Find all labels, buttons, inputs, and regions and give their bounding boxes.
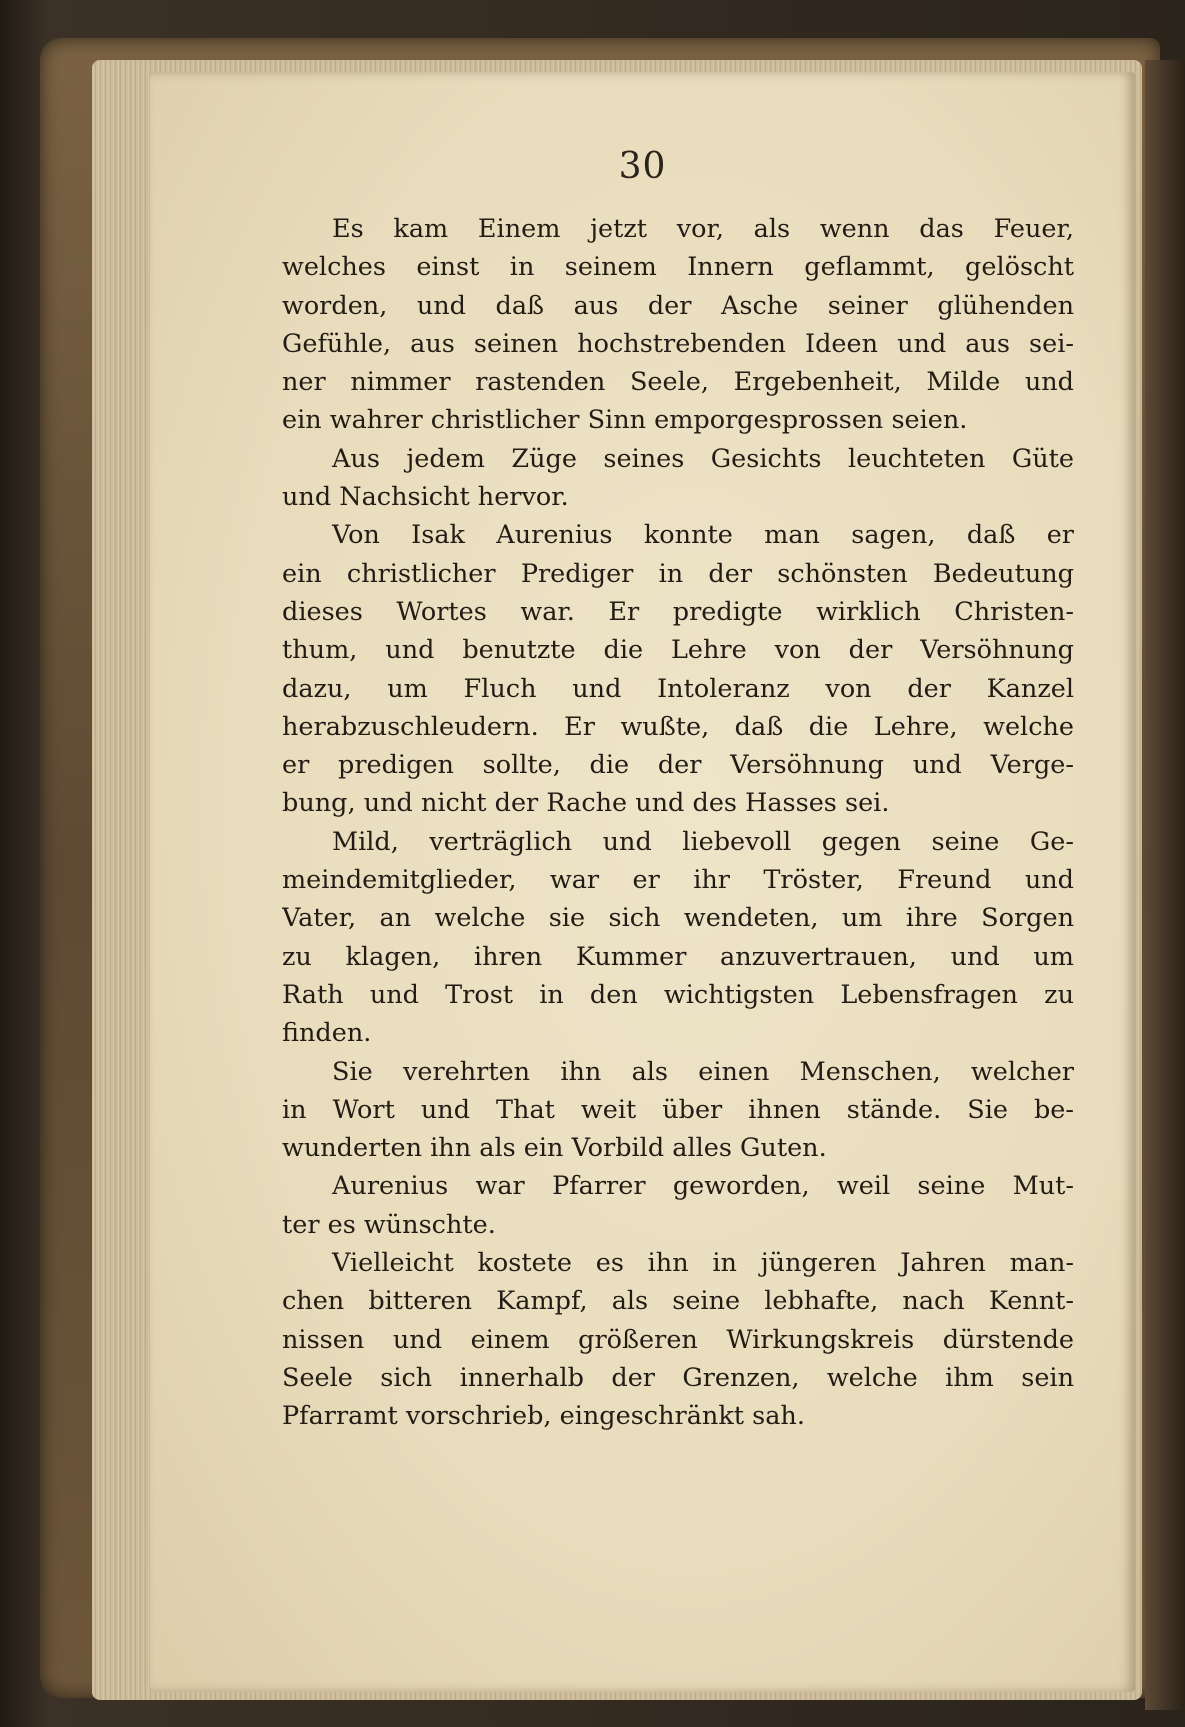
text-line: chen bitteren Kampf, als seine lebhafte, nach Kennt- [282,1286,1074,1317]
text-line: dazu, um Fluch und Intoleranz von der Kanzel [282,673,1074,704]
text-line: bung, und nicht der Rache und des Hasses sei. [282,788,890,819]
text-line: Von Isak Aurenius konnte man sagen, daß er [332,520,1074,551]
text-line: in Wort und That weit über ihnen stände. Sie be- [282,1094,1074,1125]
text-line: Aurenius war Pfarrer geworden, weil seine Mut- [332,1171,1074,1202]
text-line: Es kam Einem jetzt vor, als wenn das Feuer, [332,214,1074,244]
text-line: welches einst in seinem Innern geflammt, gelöscht [282,252,1074,283]
text-line: Rath und Trost in den wichtigsten Lebensfragen zu [282,979,1074,1010]
text-line: Sie verehrten ihn als einen Menschen, welcher [332,1056,1074,1087]
text-line: nissen und einem größeren Wirkungskreis dürstende [282,1324,1074,1355]
text-line: zu klagen, ihren Kummer anzuvertrauen, und um [282,941,1074,972]
text-line: Seele sich innerhalb der Grenzen, welche ihm sein [282,1362,1074,1393]
text-line: Pfarramt vorschrieb, eingeschränkt sah. [282,1401,805,1432]
text-line: ein christlicher Prediger in der schönsten Bedeutung [282,558,1074,589]
text-line: er predigen sollte, die der Versöhnung und Verge- [282,750,1074,781]
text-line: Vielleicht kostete es ihn in jüngeren Jahren man- [332,1248,1074,1279]
text-line: meindemitglieder, war er ihr Tröster, Freund und [282,865,1074,896]
text-line: Aus jedem Züge seines Gesichts leuchteten Güte [332,443,1074,474]
text-line: und Nachsicht hervor. [282,482,569,513]
text-line: Mild, verträglich und liebevoll gegen seine Ge- [332,826,1074,857]
text-line: worden, und daß aus der Asche seiner glühenden [282,290,1074,321]
text-line: thum, und benutzte die Lehre von der Versöhnung [282,635,1074,666]
text-line: herabzuschleudern. Er wußte, daß die Lehre, welche [282,711,1074,742]
text-line: dieses Wortes war. Er predigte wirklich Christen- [282,596,1074,627]
text-line: ter es wünschte. [282,1209,496,1240]
text-line: Vater, an welche sie sich wendeten, um ihre Sorgen [282,903,1074,934]
text-line: ner nimmer rastenden Seele, Ergebenheit, Milde und [282,367,1074,398]
text-line: ein wahrer christlicher Sinn emporgesprossen seien. [282,405,968,436]
page-number: 30 [618,146,667,187]
text-line: Gefühle, aus seinen hochstrebenden Ideen und aus sei- [282,328,1074,359]
facing-page-edge [1145,60,1185,1710]
text-line: wunderten ihn als ein Vorbild alles Guten. [282,1133,827,1164]
book-page [150,72,1135,1692]
body-text [282,210,1074,1436]
text-line: finden. [282,1018,372,1049]
